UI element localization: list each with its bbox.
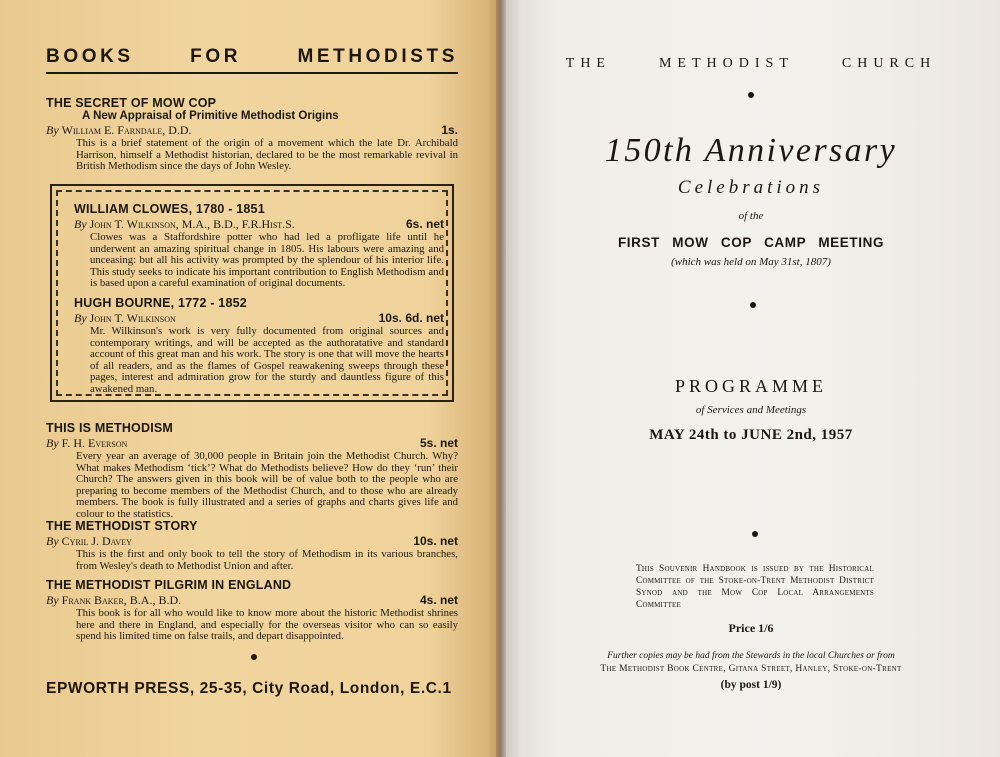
book-author: F. H. Everson: [61, 436, 128, 450]
book-price: 10s. 6d. net: [378, 311, 444, 325]
book-title: THE METHODIST STORY: [46, 519, 198, 533]
by-label: By: [74, 311, 87, 325]
bullet-dot: [750, 302, 756, 308]
programme-heading: PROGRAMME: [674, 376, 828, 396]
book-author: William E. Farndale, D.D.: [61, 123, 192, 137]
book-title: THIS IS METHODISM: [46, 421, 174, 435]
celebrations-subtitle: Celebrations: [677, 177, 825, 198]
books-heading: [46, 46, 458, 74]
souvenir-note: This Souvenir Handbook is issued by the Historical Committee of the Stoke-on-Trent Methodist District Synod and the Mow Cop Local Arrangements Committee: [636, 564, 874, 610]
book-byline: [74, 311, 444, 326]
publisher-footer: EPWORTH PRESS, 25-35, City Road, London, E.C.1: [46, 680, 452, 697]
by-label: By: [46, 436, 59, 450]
of-services-text: of Services and Meetings: [695, 404, 807, 416]
book-byline: [46, 436, 458, 451]
book-description: This is the first and only book to tell the story of Methodism in its various branches, from Wesley's death to Methodist Union and after.: [76, 548, 458, 572]
book-centre-address: The Methodist Book Centre, Gitana Street, Hanley, Stoke-on-Trent: [600, 664, 902, 674]
book-description: Clowes was a Staffordshire potter who had led a profligate life until he underwent an amazing spiritual change in 1805. His labours were amazing and unceasing: but all his activity was prompted by the splendour of his interior life. This study seeks to indicate his important contribution to English Methodism and is based upon a careful examination of original documents.: [90, 231, 444, 290]
book-entry-methodist-story: [46, 519, 458, 572]
book-author: Frank Baker, B.A., B.D.: [61, 593, 182, 607]
book-entry-william-clowes: [74, 202, 444, 290]
book-author: Cyril J. Davey: [61, 534, 132, 548]
by-label: By: [46, 534, 59, 548]
book-byline: [46, 534, 458, 549]
bullet-dot: [748, 92, 754, 98]
book-title: WILLIAM CLOWES, 1780 - 1851: [74, 202, 265, 216]
book-title: THE METHODIST PILGRIM IN ENGLAND: [46, 578, 292, 592]
book-entry-hugh-bourne: [74, 296, 444, 396]
book-entry-methodist-pilgrim: [46, 578, 458, 643]
first-meeting-title: FIRST MOW COP CAMP MEETING: [617, 235, 885, 250]
book-title: HUGH BOURNE, 1772 - 1852: [74, 296, 247, 310]
book-price: 4s. net: [419, 593, 458, 607]
featured-box-border: [56, 190, 448, 396]
church-heading: [502, 56, 1000, 72]
bullet-dot: [752, 531, 758, 537]
book-author: John T. Wilkinson: [89, 311, 176, 325]
postal-price: (by post 1/9): [720, 679, 782, 691]
book-entry-secret-of-mow-cop: [46, 96, 458, 173]
book-description: Mr. Wilkinson's work is very fully documented from original sources and contemporary writings, and will be accepted as the authoratative and standard account of this great man and his work. The story is one that will move the hearts of all readers, and as the flames of Gospel reawakening sweeps through these pages, interest and admiration grow for the sturdy and dauntless figure of this awakened man.: [90, 325, 444, 395]
by-label: By: [46, 593, 59, 607]
featured-books-box: [50, 184, 454, 402]
book-byline: [46, 123, 458, 138]
church-word: METHODIST: [658, 56, 794, 71]
book-entry-this-is-methodism: [46, 421, 458, 521]
book-price: 5s. net: [419, 436, 458, 450]
anniversary-title: 150th Anniversary: [604, 132, 898, 169]
church-word: THE: [565, 56, 611, 71]
church-word: CHURCH: [841, 56, 937, 71]
book-title: THE SECRET OF MOW COP: [46, 96, 217, 110]
heading-word: BOOKS: [46, 46, 134, 67]
by-label: By: [46, 123, 59, 137]
bullet-dot: [251, 654, 257, 660]
book-description: This book is for all who would like to know more about the historic Methodist shrines here and there in England, and especially for the overseas visitor who can so easily spend his limited time on false trails, and depart disappointed.: [76, 607, 458, 643]
book-price: 6s. net: [405, 217, 444, 231]
heading-word: METHODISTS: [297, 46, 458, 67]
handbook-price: Price 1/6: [728, 621, 774, 635]
further-copies-note: Further copies may be had from the Stewards in the local Churches or from: [607, 651, 895, 661]
book-description: Every year an average of 30,000 people in Britain join the Methodist Church. Why? What makes Methodism ‘tick’? What do Methodists believe? How do they ‘run’ their Church? The answers given in this book will be of value both to the people who are preparing to become members of the Methodist Church, and to those who are already members. The book is fully illustrated and a series of graphs and charts gives life and colour to the statistics.: [76, 450, 458, 520]
by-label: By: [74, 217, 87, 231]
book-author: John T. Wilkinson, M.A., B.D., F.R.Hist.S.: [89, 217, 295, 231]
of-the-text: of the: [738, 210, 764, 222]
held-on-date: (which was held on May 31st, 1807): [671, 256, 831, 268]
book-subtitle: A New Appraisal of Primitive Methodist Origins: [82, 110, 339, 122]
book-description: This is a brief statement of the origin of a movement which the late Dr. Archibald Harrison, himself a Methodist historian, declared to be the most remarkable revival in British Methodism since the days of John Wesley.: [76, 137, 458, 173]
book-byline: [74, 217, 444, 232]
book-price: 10s. net: [413, 534, 458, 548]
book-price: 1s.: [441, 123, 458, 137]
heading-word: FOR: [190, 46, 242, 67]
book-byline: [46, 593, 458, 608]
event-dates: MAY 24th to JUNE 2nd, 1957: [649, 427, 853, 443]
